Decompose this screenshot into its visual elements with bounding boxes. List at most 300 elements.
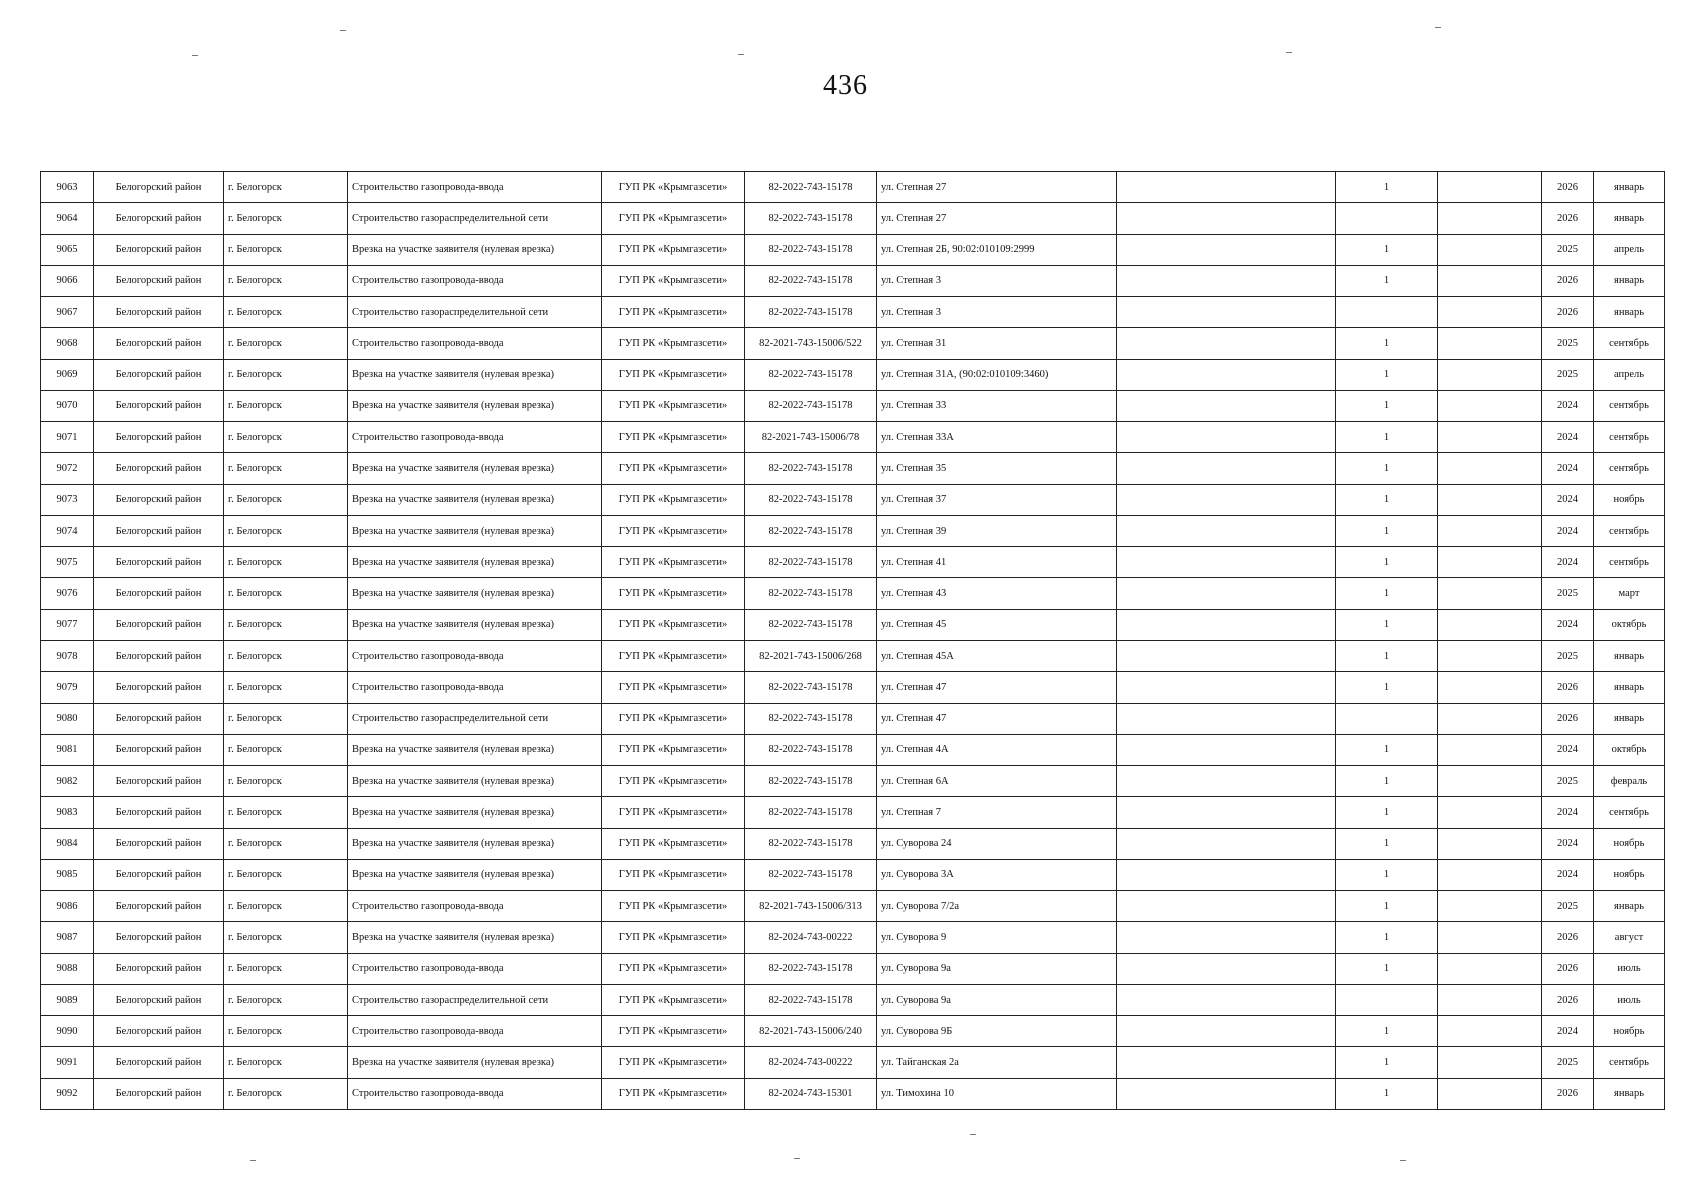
district-cell: Белогорский район [94, 734, 224, 765]
year-cell: 2025 [1542, 328, 1594, 359]
district-cell: Белогорский район [94, 234, 224, 265]
city-cell: г. Белогорск [224, 484, 348, 515]
tech-conditions-number-cell: 82-2022-743-15178 [745, 172, 877, 203]
quantity-cell: 1 [1336, 797, 1438, 828]
row-number: 9066 [41, 265, 94, 296]
month-cell: январь [1594, 1078, 1665, 1109]
address-cell: ул. Степная 33А [877, 422, 1117, 453]
month-cell: июль [1594, 984, 1665, 1015]
table-row [41, 703, 1665, 734]
tech-conditions-number-cell: 82-2021-743-15006/240 [745, 1016, 877, 1047]
quantity-cell: 1 [1336, 265, 1438, 296]
quantity-cell: 1 [1336, 515, 1438, 546]
table-row [41, 359, 1665, 390]
address-cell: ул. Степная 43 [877, 578, 1117, 609]
address-cell: ул. Степная 37 [877, 484, 1117, 515]
row-number: 9081 [41, 734, 94, 765]
district-cell: Белогорский район [94, 984, 224, 1015]
work-type-cell: Врезка на участке заявителя (нулевая врезка) [348, 234, 602, 265]
table-row [41, 172, 1665, 203]
table-row [41, 797, 1665, 828]
work-type-cell: Строительство газопровода-ввода [348, 891, 602, 922]
row-number: 9086 [41, 891, 94, 922]
address-cell: ул. Суворова 9Б [877, 1016, 1117, 1047]
city-cell: г. Белогорск [224, 359, 348, 390]
district-cell: Белогорский район [94, 766, 224, 797]
district-cell: Белогорский район [94, 484, 224, 515]
address-cell: ул. Степная 45 [877, 609, 1117, 640]
city-cell: г. Белогорск [224, 984, 348, 1015]
organization-cell: ГУП РК «Крымгазсети» [602, 484, 745, 515]
empty-cell [1438, 734, 1542, 765]
month-cell: январь [1594, 297, 1665, 328]
tech-conditions-number-cell: 82-2022-743-15178 [745, 265, 877, 296]
row-number: 9065 [41, 234, 94, 265]
city-cell: г. Белогорск [224, 515, 348, 546]
organization-cell: ГУП РК «Крымгазсети» [602, 1047, 745, 1078]
month-cell: январь [1594, 203, 1665, 234]
empty-cell [1117, 265, 1336, 296]
work-type-cell: Врезка на участке заявителя (нулевая врезка) [348, 609, 602, 640]
month-cell: январь [1594, 672, 1665, 703]
table-row [41, 1078, 1665, 1109]
organization-cell: ГУП РК «Крымгазсети» [602, 797, 745, 828]
tech-conditions-number-cell: 82-2022-743-15178 [745, 547, 877, 578]
table-row [41, 422, 1665, 453]
organization-cell: ГУП РК «Крымгазсети» [602, 1078, 745, 1109]
empty-cell [1438, 265, 1542, 296]
empty-cell [1117, 891, 1336, 922]
work-type-cell: Врезка на участке заявителя (нулевая врезка) [348, 359, 602, 390]
quantity-cell: 1 [1336, 172, 1438, 203]
organization-cell: ГУП РК «Крымгазсети» [602, 891, 745, 922]
tech-conditions-number-cell: 82-2024-743-15301 [745, 1078, 877, 1109]
table-row [41, 484, 1665, 515]
empty-cell [1438, 234, 1542, 265]
month-cell: октябрь [1594, 609, 1665, 640]
row-number: 9070 [41, 390, 94, 421]
city-cell: г. Белогорск [224, 828, 348, 859]
row-number: 9073 [41, 484, 94, 515]
city-cell: г. Белогорск [224, 328, 348, 359]
month-cell: июль [1594, 953, 1665, 984]
city-cell: г. Белогорск [224, 453, 348, 484]
tech-conditions-number-cell: 82-2022-743-15178 [745, 234, 877, 265]
empty-cell [1117, 578, 1336, 609]
year-cell: 2026 [1542, 984, 1594, 1015]
tech-conditions-number-cell: 82-2022-743-15178 [745, 609, 877, 640]
table-row [41, 297, 1665, 328]
address-cell: ул. Степная 45А [877, 640, 1117, 671]
year-cell: 2025 [1542, 359, 1594, 390]
scan-speck [794, 1158, 800, 1159]
scan-speck [970, 1134, 976, 1135]
row-number: 9092 [41, 1078, 94, 1109]
organization-cell: ГУП РК «Крымгазсети» [602, 422, 745, 453]
row-number: 9075 [41, 547, 94, 578]
quantity-cell: 1 [1336, 234, 1438, 265]
row-number: 9071 [41, 422, 94, 453]
empty-cell [1117, 953, 1336, 984]
city-cell: г. Белогорск [224, 672, 348, 703]
city-cell: г. Белогорск [224, 1047, 348, 1078]
quantity-cell: 1 [1336, 547, 1438, 578]
empty-cell [1117, 797, 1336, 828]
city-cell: г. Белогорск [224, 922, 348, 953]
organization-cell: ГУП РК «Крымгазсети» [602, 1016, 745, 1047]
month-cell: апрель [1594, 359, 1665, 390]
empty-cell [1438, 922, 1542, 953]
quantity-cell: 1 [1336, 672, 1438, 703]
table-row [41, 859, 1665, 890]
tech-conditions-number-cell: 82-2022-743-15178 [745, 453, 877, 484]
empty-cell [1117, 984, 1336, 1015]
address-cell: ул. Степная 3 [877, 297, 1117, 328]
city-cell: г. Белогорск [224, 640, 348, 671]
row-number: 9067 [41, 297, 94, 328]
year-cell: 2026 [1542, 953, 1594, 984]
tech-conditions-number-cell: 82-2022-743-15178 [745, 703, 877, 734]
tech-conditions-number-cell: 82-2022-743-15178 [745, 734, 877, 765]
table-row [41, 766, 1665, 797]
empty-cell [1438, 390, 1542, 421]
scan-speck [192, 55, 198, 56]
tech-conditions-number-cell: 82-2022-743-15178 [745, 984, 877, 1015]
district-cell: Белогорский район [94, 359, 224, 390]
organization-cell: ГУП РК «Крымгазсети» [602, 390, 745, 421]
row-number: 9080 [41, 703, 94, 734]
year-cell: 2026 [1542, 703, 1594, 734]
empty-cell [1438, 859, 1542, 890]
city-cell: г. Белогорск [224, 578, 348, 609]
address-cell: ул. Степная 7 [877, 797, 1117, 828]
table-row [41, 328, 1665, 359]
year-cell: 2025 [1542, 640, 1594, 671]
scan-speck [1435, 27, 1441, 28]
organization-cell: ГУП РК «Крымгазсети» [602, 515, 745, 546]
city-cell: г. Белогорск [224, 547, 348, 578]
work-type-cell: Врезка на участке заявителя (нулевая врезка) [348, 547, 602, 578]
empty-cell [1438, 1047, 1542, 1078]
work-type-cell: Врезка на участке заявителя (нулевая врезка) [348, 515, 602, 546]
organization-cell: ГУП РК «Крымгазсети» [602, 640, 745, 671]
district-cell: Белогорский район [94, 547, 224, 578]
table-row [41, 953, 1665, 984]
empty-cell [1117, 547, 1336, 578]
row-number: 9074 [41, 515, 94, 546]
empty-cell [1117, 609, 1336, 640]
address-cell: ул. Суворова 9 [877, 922, 1117, 953]
work-type-cell: Врезка на участке заявителя (нулевая врезка) [348, 922, 602, 953]
row-number: 9063 [41, 172, 94, 203]
quantity-cell [1336, 984, 1438, 1015]
address-cell: ул. Степная 31 [877, 328, 1117, 359]
year-cell: 2024 [1542, 515, 1594, 546]
month-cell: февраль [1594, 766, 1665, 797]
empty-cell [1438, 703, 1542, 734]
scan-speck [1286, 52, 1292, 53]
month-cell: сентябрь [1594, 328, 1665, 359]
work-type-cell: Врезка на участке заявителя (нулевая врезка) [348, 484, 602, 515]
empty-cell [1438, 672, 1542, 703]
organization-cell: ГУП РК «Крымгазсети» [602, 265, 745, 296]
tech-conditions-number-cell: 82-2021-743-15006/78 [745, 422, 877, 453]
quantity-cell: 1 [1336, 859, 1438, 890]
quantity-cell [1336, 203, 1438, 234]
address-cell: ул. Степная 41 [877, 547, 1117, 578]
year-cell: 2024 [1542, 1016, 1594, 1047]
scan-speck [250, 1160, 256, 1161]
month-cell: апрель [1594, 234, 1665, 265]
scan-speck [340, 30, 346, 31]
quantity-cell: 1 [1336, 453, 1438, 484]
year-cell: 2025 [1542, 1047, 1594, 1078]
empty-cell [1438, 984, 1542, 1015]
row-number: 9072 [41, 453, 94, 484]
empty-cell [1117, 859, 1336, 890]
work-type-cell: Врезка на участке заявителя (нулевая врезка) [348, 797, 602, 828]
row-number: 9077 [41, 609, 94, 640]
row-number: 9068 [41, 328, 94, 359]
empty-cell [1438, 547, 1542, 578]
empty-cell [1438, 953, 1542, 984]
city-cell: г. Белогорск [224, 422, 348, 453]
address-cell: ул. Степная 6А [877, 766, 1117, 797]
city-cell: г. Белогорск [224, 609, 348, 640]
table-row [41, 203, 1665, 234]
quantity-cell: 1 [1336, 953, 1438, 984]
empty-cell [1438, 484, 1542, 515]
tech-conditions-number-cell: 82-2022-743-15178 [745, 203, 877, 234]
work-type-cell: Строительство газопровода-ввода [348, 172, 602, 203]
empty-cell [1438, 640, 1542, 671]
tech-conditions-number-cell: 82-2022-743-15178 [745, 578, 877, 609]
quantity-cell: 1 [1336, 484, 1438, 515]
empty-cell [1438, 203, 1542, 234]
work-type-cell: Строительство газопровода-ввода [348, 422, 602, 453]
empty-cell [1117, 172, 1336, 203]
tech-conditions-number-cell: 82-2024-743-00222 [745, 922, 877, 953]
work-type-cell: Строительство газораспределительной сети [348, 703, 602, 734]
city-cell: г. Белогорск [224, 859, 348, 890]
table-row [41, 984, 1665, 1015]
empty-cell [1438, 1016, 1542, 1047]
month-cell: январь [1594, 172, 1665, 203]
address-cell: ул. Степная 27 [877, 172, 1117, 203]
district-cell: Белогорский район [94, 1078, 224, 1109]
district-cell: Белогорский район [94, 390, 224, 421]
month-cell: март [1594, 578, 1665, 609]
tech-conditions-number-cell: 82-2022-743-15178 [745, 766, 877, 797]
address-cell: ул. Степная 47 [877, 703, 1117, 734]
organization-cell: ГУП РК «Крымгазсети» [602, 203, 745, 234]
empty-cell [1117, 203, 1336, 234]
month-cell: сентябрь [1594, 515, 1665, 546]
month-cell: октябрь [1594, 734, 1665, 765]
district-cell: Белогорский район [94, 672, 224, 703]
address-cell: ул. Суворова 3А [877, 859, 1117, 890]
address-cell: ул. Степная 3 [877, 265, 1117, 296]
year-cell: 2026 [1542, 922, 1594, 953]
table-row [41, 547, 1665, 578]
row-number: 9079 [41, 672, 94, 703]
empty-cell [1117, 453, 1336, 484]
tech-conditions-number-cell: 82-2022-743-15178 [745, 828, 877, 859]
month-cell: сентябрь [1594, 390, 1665, 421]
empty-cell [1438, 578, 1542, 609]
month-cell: сентябрь [1594, 797, 1665, 828]
row-number: 9083 [41, 797, 94, 828]
district-cell: Белогорский район [94, 609, 224, 640]
district-cell: Белогорский район [94, 328, 224, 359]
quantity-cell: 1 [1336, 1016, 1438, 1047]
month-cell: ноябрь [1594, 828, 1665, 859]
district-cell: Белогорский район [94, 578, 224, 609]
table-row [41, 891, 1665, 922]
work-type-cell: Врезка на участке заявителя (нулевая врезка) [348, 453, 602, 484]
organization-cell: ГУП РК «Крымгазсети» [602, 828, 745, 859]
tech-conditions-number-cell: 82-2022-743-15178 [745, 297, 877, 328]
quantity-cell: 1 [1336, 359, 1438, 390]
district-cell: Белогорский район [94, 703, 224, 734]
month-cell: январь [1594, 265, 1665, 296]
empty-cell [1438, 453, 1542, 484]
quantity-cell: 1 [1336, 922, 1438, 953]
work-type-cell: Строительство газопровода-ввода [348, 953, 602, 984]
table-row [41, 578, 1665, 609]
work-type-cell: Строительство газопровода-ввода [348, 265, 602, 296]
work-type-cell: Строительство газораспределительной сети [348, 203, 602, 234]
empty-cell [1438, 172, 1542, 203]
city-cell: г. Белогорск [224, 703, 348, 734]
year-cell: 2024 [1542, 453, 1594, 484]
district-cell: Белогорский район [94, 891, 224, 922]
empty-cell [1117, 422, 1336, 453]
month-cell: август [1594, 922, 1665, 953]
month-cell: январь [1594, 703, 1665, 734]
city-cell: г. Белогорск [224, 891, 348, 922]
district-cell: Белогорский район [94, 797, 224, 828]
organization-cell: ГУП РК «Крымгазсети» [602, 328, 745, 359]
empty-cell [1117, 766, 1336, 797]
work-type-cell: Строительство газопровода-ввода [348, 1078, 602, 1109]
empty-cell [1438, 297, 1542, 328]
organization-cell: ГУП РК «Крымгазсети» [602, 578, 745, 609]
organization-cell: ГУП РК «Крымгазсети» [602, 703, 745, 734]
empty-cell [1117, 922, 1336, 953]
empty-cell [1117, 390, 1336, 421]
year-cell: 2024 [1542, 859, 1594, 890]
table-row [41, 265, 1665, 296]
tech-conditions-number-cell: 82-2021-743-15006/313 [745, 891, 877, 922]
quantity-cell: 1 [1336, 734, 1438, 765]
year-cell: 2025 [1542, 234, 1594, 265]
empty-cell [1438, 515, 1542, 546]
quantity-cell [1336, 703, 1438, 734]
quantity-cell: 1 [1336, 1047, 1438, 1078]
district-cell: Белогорский район [94, 422, 224, 453]
work-type-cell: Строительство газопровода-ввода [348, 672, 602, 703]
district-cell: Белогорский район [94, 453, 224, 484]
year-cell: 2024 [1542, 797, 1594, 828]
year-cell: 2024 [1542, 547, 1594, 578]
city-cell: г. Белогорск [224, 234, 348, 265]
empty-cell [1117, 1016, 1336, 1047]
district-cell: Белогорский район [94, 515, 224, 546]
tech-conditions-number-cell: 82-2022-743-15178 [745, 672, 877, 703]
work-type-cell: Врезка на участке заявителя (нулевая врезка) [348, 859, 602, 890]
table-row [41, 1016, 1665, 1047]
organization-cell: ГУП РК «Крымгазсети» [602, 547, 745, 578]
city-cell: г. Белогорск [224, 203, 348, 234]
empty-cell [1117, 672, 1336, 703]
table-row [41, 734, 1665, 765]
table-row [41, 515, 1665, 546]
year-cell: 2026 [1542, 172, 1594, 203]
tech-conditions-number-cell: 82-2022-743-15178 [745, 515, 877, 546]
address-cell: ул. Степная 47 [877, 672, 1117, 703]
tech-conditions-number-cell: 82-2021-743-15006/522 [745, 328, 877, 359]
city-cell: г. Белогорск [224, 390, 348, 421]
scan-speck [738, 54, 744, 55]
empty-cell [1438, 766, 1542, 797]
quantity-cell: 1 [1336, 766, 1438, 797]
tech-conditions-number-cell: 82-2022-743-15178 [745, 390, 877, 421]
district-cell: Белогорский район [94, 640, 224, 671]
table-row [41, 234, 1665, 265]
organization-cell: ГУП РК «Крымгазсети» [602, 609, 745, 640]
year-cell: 2024 [1542, 828, 1594, 859]
district-cell: Белогорский район [94, 172, 224, 203]
quantity-cell: 1 [1336, 390, 1438, 421]
row-number: 9088 [41, 953, 94, 984]
empty-cell [1117, 297, 1336, 328]
year-cell: 2026 [1542, 672, 1594, 703]
month-cell: январь [1594, 640, 1665, 671]
work-type-cell: Строительство газопровода-ввода [348, 640, 602, 671]
tech-conditions-number-cell: 82-2024-743-00222 [745, 1047, 877, 1078]
table-row [41, 640, 1665, 671]
row-number: 9091 [41, 1047, 94, 1078]
table-row [41, 1047, 1665, 1078]
tech-conditions-number-cell: 82-2022-743-15178 [745, 484, 877, 515]
tech-conditions-number-cell: 82-2022-743-15178 [745, 953, 877, 984]
address-cell: ул. Тимохина 10 [877, 1078, 1117, 1109]
year-cell: 2026 [1542, 265, 1594, 296]
organization-cell: ГУП РК «Крымгазсети» [602, 922, 745, 953]
empty-cell [1117, 828, 1336, 859]
quantity-cell [1336, 297, 1438, 328]
district-cell: Белогорский район [94, 297, 224, 328]
year-cell: 2024 [1542, 484, 1594, 515]
work-type-cell: Строительство газопровода-ввода [348, 1016, 602, 1047]
row-number: 9087 [41, 922, 94, 953]
address-cell: ул. Степная 35 [877, 453, 1117, 484]
city-cell: г. Белогорск [224, 265, 348, 296]
row-number: 9090 [41, 1016, 94, 1047]
empty-cell [1117, 359, 1336, 390]
empty-cell [1438, 1078, 1542, 1109]
year-cell: 2024 [1542, 422, 1594, 453]
district-cell: Белогорский район [94, 1047, 224, 1078]
quantity-cell: 1 [1336, 1078, 1438, 1109]
empty-cell [1117, 1047, 1336, 1078]
empty-cell [1438, 828, 1542, 859]
city-cell: г. Белогорск [224, 1016, 348, 1047]
work-type-cell: Врезка на участке заявителя (нулевая врезка) [348, 390, 602, 421]
scan-speck [1400, 1160, 1406, 1161]
address-cell: ул. Суворова 7/2а [877, 891, 1117, 922]
